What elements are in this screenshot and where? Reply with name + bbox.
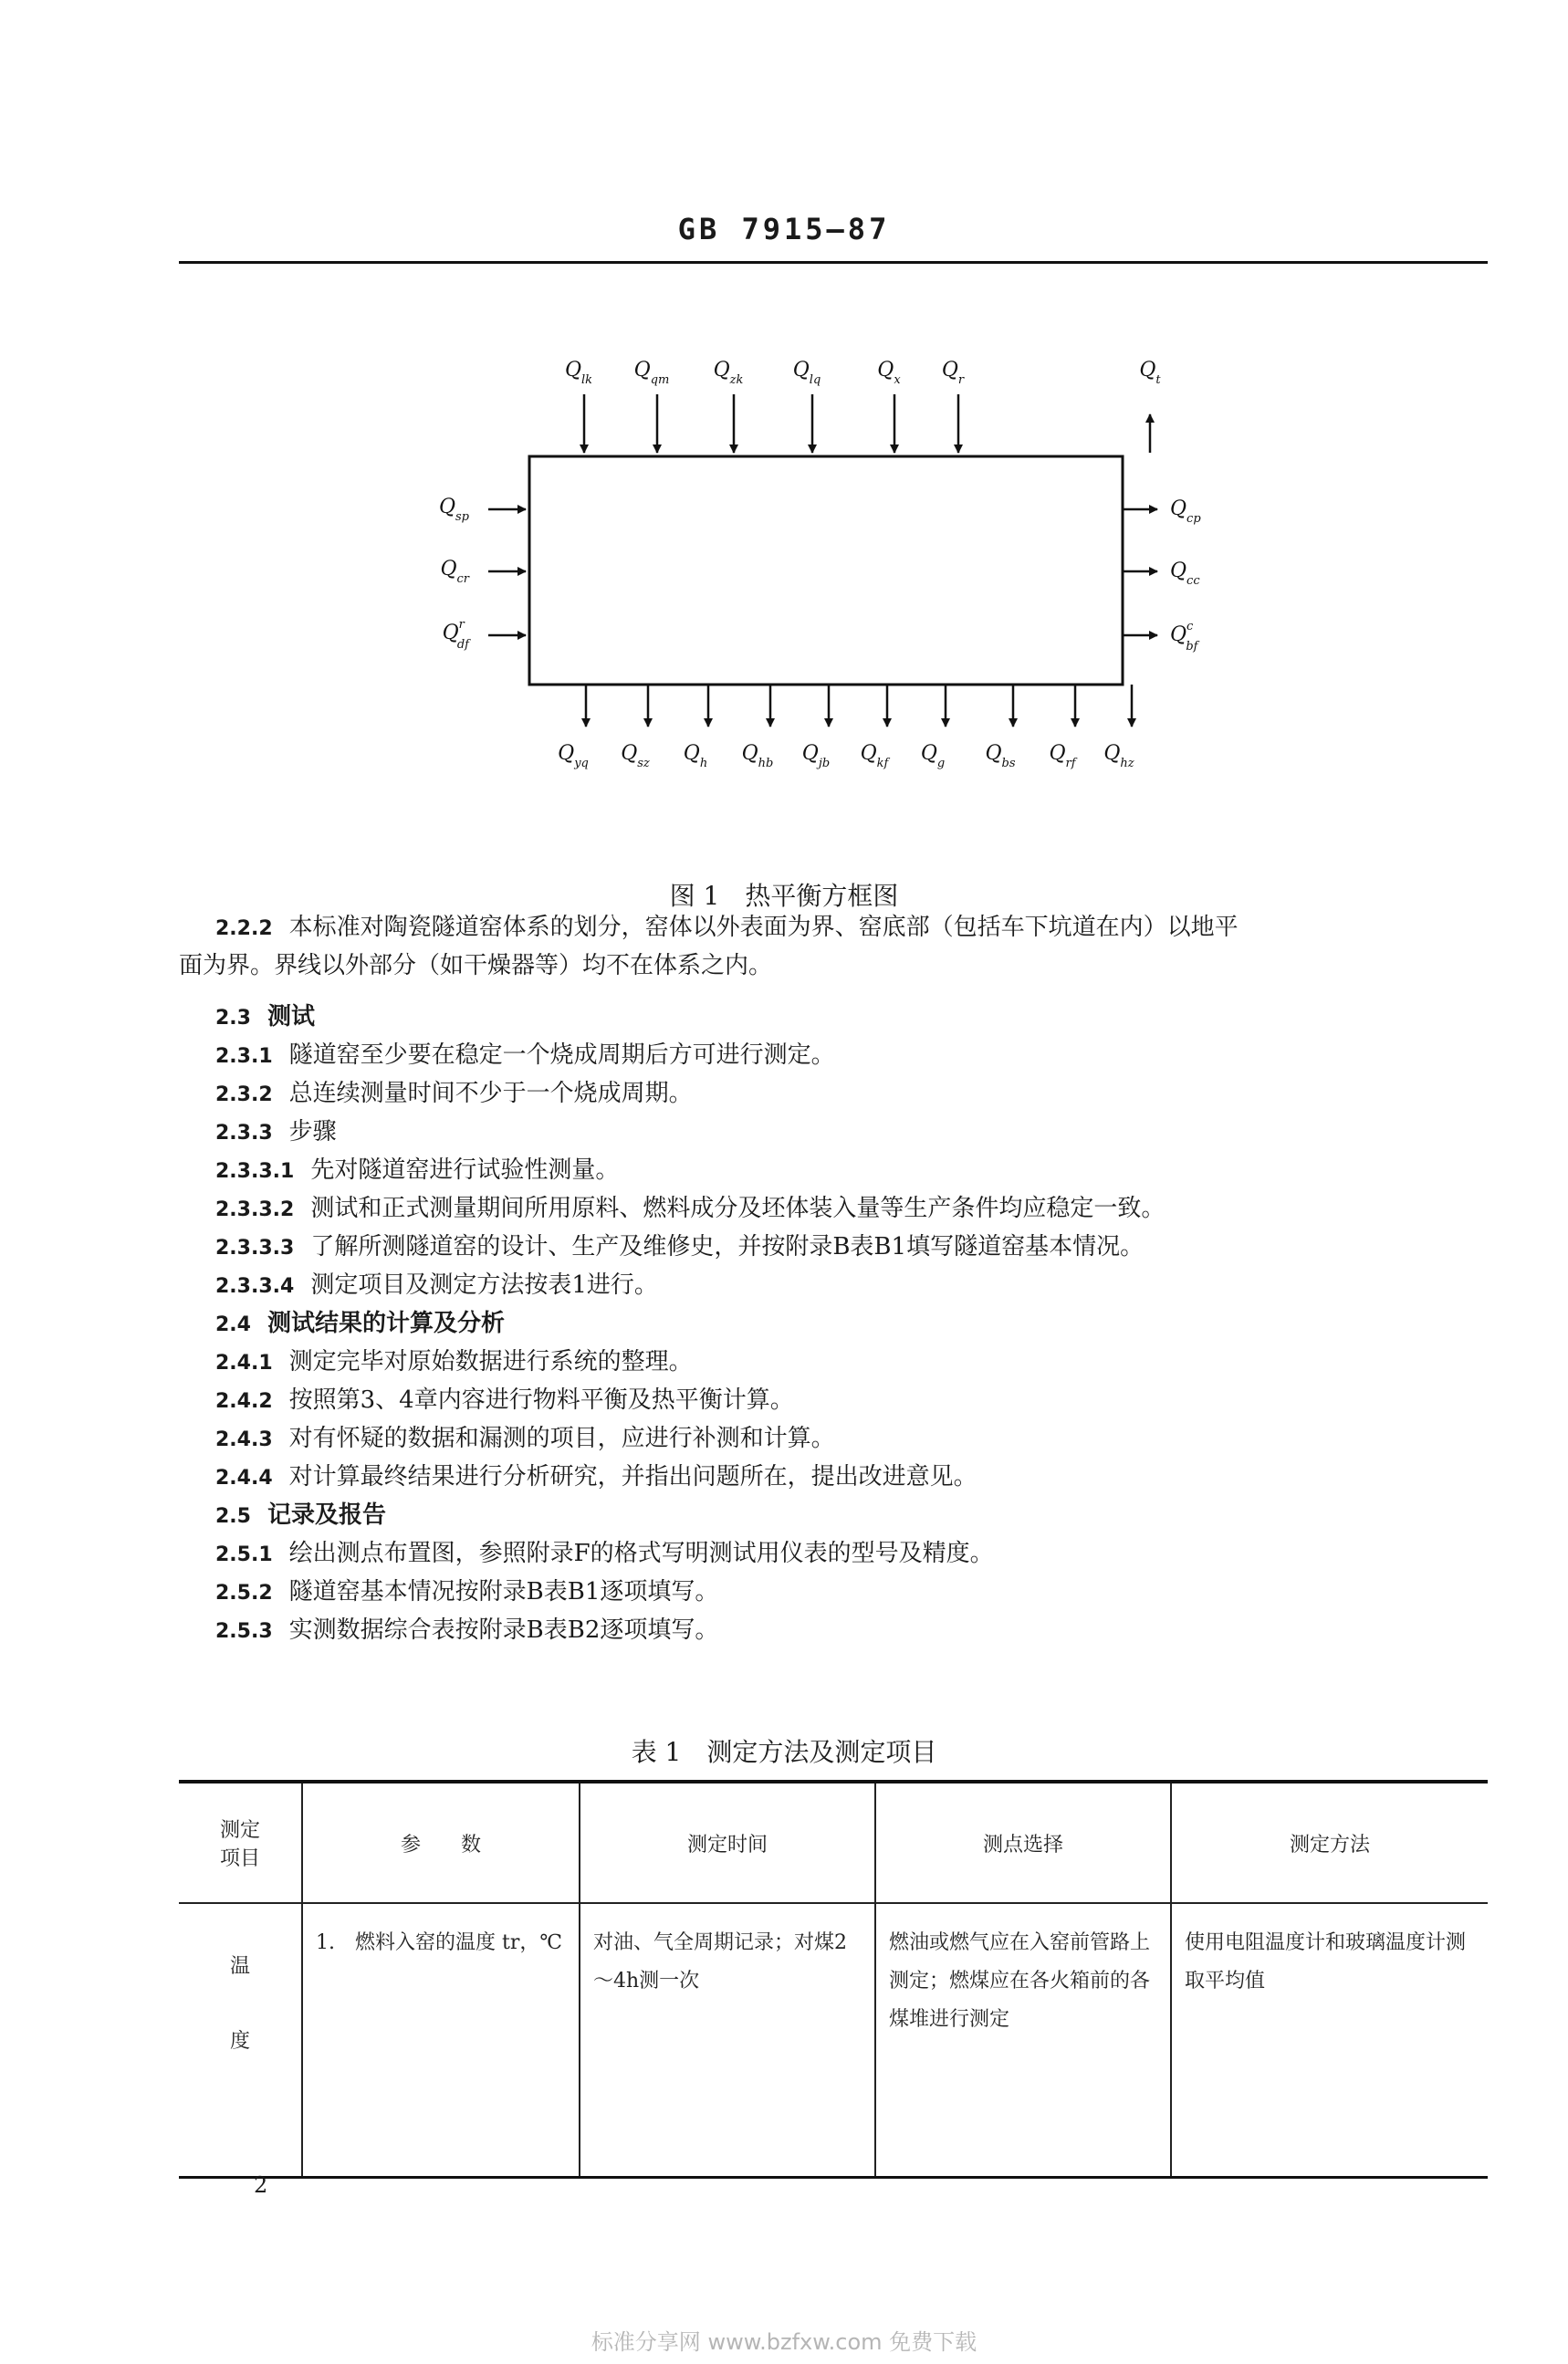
bottom-output-label: $Q_{rf}$: [1049, 742, 1076, 770]
clause-number: 2.3.2: [215, 1083, 273, 1106]
paragraph-2-3-2: [215, 1075, 693, 1114]
top-input-label: $Q_{lq}$: [792, 359, 821, 387]
top-output-label: $Q_t$: [1139, 359, 1161, 387]
cell-item-line1: 温: [229, 1955, 250, 1978]
paragraph-2-5-1: [215, 1535, 994, 1574]
paragraph-text: 测试和正式测量期间所用原料、燃料成分及坯体装入量等生产条件均应稳定一致。: [310, 1195, 1166, 1222]
paragraph-text: 测定完毕对原始数据进行系统的整理。: [288, 1348, 693, 1376]
paragraph-2-3-3: [215, 1114, 337, 1152]
section-title: 记录及报告: [267, 1501, 386, 1529]
bottom-output-label: $Q_{sz}$: [621, 742, 650, 770]
top-input-label: $Q_{zk}$: [713, 359, 744, 387]
left-input-label: $Q_{cr}$: [440, 558, 469, 586]
paragraph-text: 实测数据综合表按附录B表B2逐项填写。: [288, 1616, 719, 1644]
standard-code-header: GB 7915—87: [677, 212, 891, 246]
right-output-label: $Q^c$ bf: [1170, 620, 1198, 654]
bottom-output-label: $Q_h$: [683, 742, 708, 770]
paragraph-text: 先对隧道窑进行试验性测量。: [310, 1156, 620, 1184]
bottom-output-label: $Q_{kf}$: [860, 742, 889, 770]
clause-number: 2.3.3.2: [215, 1198, 295, 1221]
clause-number: 2.3.3.3: [215, 1237, 295, 1260]
bottom-output-label: $Q_{hb}$: [741, 742, 774, 770]
clause-number: 2.5.2: [215, 1582, 273, 1605]
section-2-4-heading: [215, 1305, 505, 1344]
paragraph-text: 了解所测隧道窑的设计、生产及维修史，并按附录B表B1填写隧道窑基本情况。: [310, 1233, 1145, 1260]
paragraph-text: 步骤: [288, 1118, 337, 1145]
clause-number: 2.3.3.4: [215, 1275, 295, 1298]
section-title: 测试: [267, 1003, 315, 1030]
paragraph-2-5-3: [215, 1612, 718, 1650]
top-input-label: $Q_r$: [941, 359, 965, 387]
cell-parameter: 1. 燃料入窑的温度 tr，℃: [302, 1903, 580, 2178]
header-measuring-point: 测点选择: [875, 1782, 1171, 1903]
paragraph-text: 按照第3、4章内容进行物料平衡及热平衡计算。: [288, 1386, 794, 1414]
table-row: [179, 1903, 1488, 2178]
table-header-row: [179, 1782, 1488, 1903]
paragraph-2-3-3-4: [215, 1267, 658, 1305]
bottom-output-label: $Q_g$: [920, 742, 946, 770]
paragraph-2-4-3: [215, 1420, 835, 1459]
paragraph-2-3-1: [215, 1037, 835, 1075]
cell-measuring-point: 燃油或燃气应在入窑前管路上测定；燃煤应在各火箱前的各煤堆进行测定: [875, 1903, 1171, 2178]
paragraph-2-4-2: [215, 1382, 794, 1420]
clause-number: 2.5.1: [215, 1543, 273, 1566]
heat-balance-diagram: [383, 338, 1278, 776]
clause-number: 2.4.4: [215, 1467, 273, 1490]
header-item-line2: 项目: [219, 1847, 260, 1870]
paragraph-2-4-1: [215, 1344, 693, 1382]
clause-number: 2.4.3: [215, 1428, 273, 1451]
clause-number: 2.3.3.1: [215, 1160, 295, 1183]
cell-measuring-method: 使用电阻温度计和玻璃温度计测取平均值: [1171, 1903, 1488, 2178]
paragraph-2-2-2: [179, 909, 1502, 984]
right-output-label: $Q_{cp}$: [1170, 497, 1201, 526]
paragraph-2-3-3-2: [215, 1190, 1165, 1229]
section-number: 2.3: [215, 1007, 251, 1030]
cell-item-line2: 度: [229, 2030, 250, 2053]
section-number: 2.5: [215, 1505, 251, 1528]
bottom-output-label: $Q_{bs}$: [985, 742, 1016, 770]
header-measured-item: [179, 1782, 302, 1903]
header-measuring-time: 测定时间: [580, 1782, 875, 1903]
bottom-output-label: $Q_{hz}$: [1103, 742, 1134, 770]
paragraph-text-line1: 本标准对陶瓷隧道窑体系的划分，窑体以外表面为界、窑底部（包括车下坑道在内）以地平: [288, 914, 1239, 941]
left-input-label: $Q_{sp}$: [438, 496, 469, 524]
paragraph-text: 对有怀疑的数据和漏测的项目，应进行补测和计算。: [288, 1425, 835, 1452]
section-2-5-heading: [215, 1497, 386, 1535]
top-input-label: $Q_x$: [877, 359, 901, 387]
section-title: 测试结果的计算及分析: [267, 1310, 505, 1337]
left-input-label: $Q^r$ df: [442, 618, 469, 652]
paragraph-text: 对计算最终结果进行分析研究，并指出问题所在，提出改进意见。: [288, 1463, 977, 1491]
clause-number: 2.2.2: [215, 917, 273, 940]
top-input-label: $Q_{lk}$: [564, 359, 593, 387]
page-number: 2: [254, 2172, 268, 2198]
system-boundary-box: [529, 456, 1123, 685]
paragraph-text: 隧道窑至少要在稳定一个烧成周期后方可进行测定。: [288, 1041, 835, 1069]
header-item-line1: 测定: [219, 1819, 260, 1842]
header-parameter: 参 数: [302, 1782, 580, 1903]
header-measuring-method: 测定方法: [1171, 1782, 1488, 1903]
top-input-label: $Q_{qm}$: [633, 359, 670, 387]
paragraph-text: 绘出测点布置图，参照附录F的格式写明测试用仪表的型号及精度。: [288, 1540, 994, 1567]
clause-number: 2.5.3: [215, 1620, 273, 1643]
clause-number: 2.4.1: [215, 1352, 273, 1375]
bottom-output-label: $Q_{jb}$: [801, 742, 831, 770]
paragraph-2-4-4: [215, 1459, 977, 1497]
measurement-items-table: [179, 1780, 1488, 2179]
bottom-output-label: $Q_{yq}$: [558, 742, 589, 770]
clause-number: 2.3.1: [215, 1045, 273, 1068]
clause-number: 2.4.2: [215, 1390, 273, 1413]
section-2-3-heading: [215, 999, 315, 1037]
table-caption: 表 1 测定方法及测定项目: [631, 1737, 937, 1767]
paragraph-2-3-3-1: [215, 1152, 619, 1190]
section-number: 2.4: [215, 1313, 251, 1336]
paragraph-text: 测定项目及测定方法按表1进行。: [310, 1271, 658, 1299]
figure-caption: 图 1 热平衡方框图: [669, 881, 899, 911]
paragraph-text: 总连续测量时间不少于一个烧成周期。: [288, 1080, 693, 1107]
clause-number: 2.3.3: [215, 1122, 273, 1145]
cell-measured-item: [179, 1903, 302, 2178]
paragraph-text: 隧道窑基本情况按附录B表B1逐项填写。: [288, 1578, 719, 1606]
paragraph-2-5-2: [215, 1574, 718, 1612]
header-rule: [179, 261, 1488, 264]
cell-measuring-time: 对油、气全周期记录；对煤2～4h测一次: [580, 1903, 875, 2178]
paragraph-2-3-3-3: [215, 1229, 1144, 1267]
right-output-label: $Q_{cc}$: [1170, 560, 1200, 588]
paragraph-text-line2: 面为界。界线以外部分（如干燥器等）均不在体系之内。: [179, 952, 773, 979]
watermark-text: 标准分享网 www.bzfxw.com 免费下载: [591, 2329, 977, 2355]
